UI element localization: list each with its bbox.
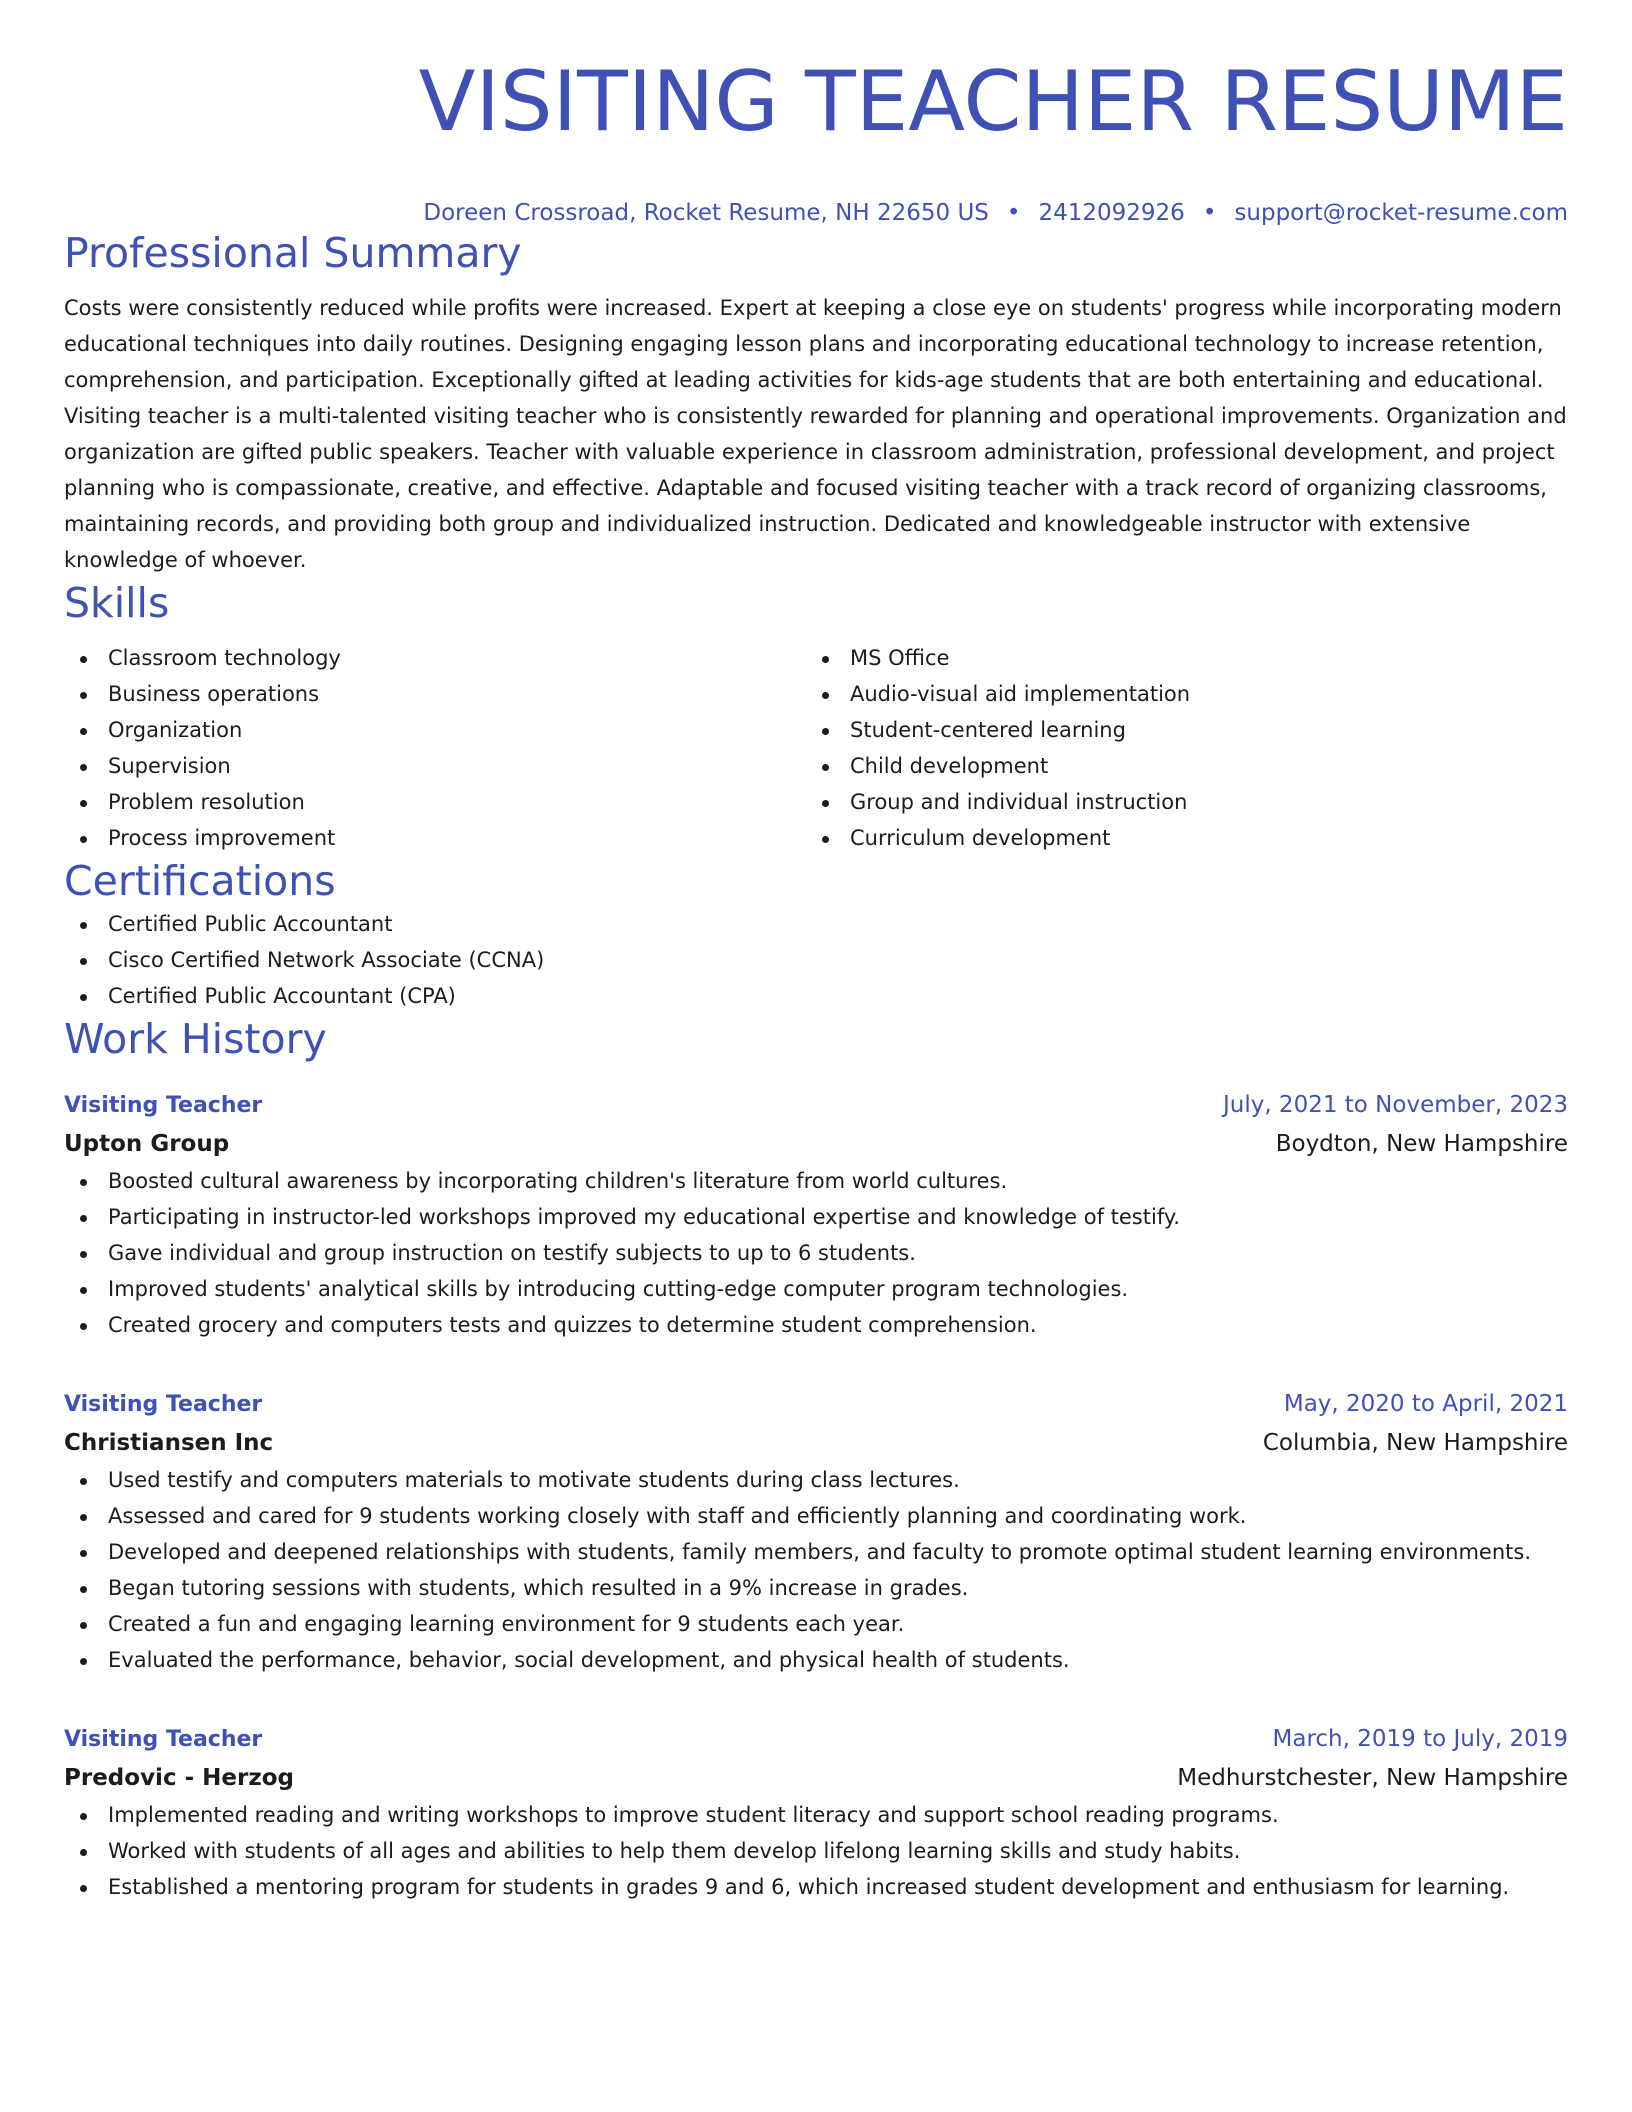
job-header-row — [64, 1086, 1568, 1125]
summary-text: Costs were consistently reduced while profits were increased. Expert at keeping a close eye on students' progress while incorporating modern educational techniques into daily routines. Designing engaging lesson plans and incorporating educational technology to increase retention, comprehension, and participation. Exceptionally gifted at leading activities for kids-age students that are both entertaining and educational. Visiting teacher is a multi-talented visiting teacher who is consistently rewarded for planning and operational improvements. Organization and organization are gifted public speakers. Teacher with valuable experience in classroom administration, professional development, and project planning who is compassionate, creative, and effective. Adaptable and focused visiting teacher with a track record of organizing classrooms, maintaining records, and providing both group and individualized instruction. Dedicated and knowledgeable instructor with extensive knowledge of whoever. — [64, 296, 1567, 572]
contact-address: Doreen Crossroad, Rocket Resume, NH 22650 US — [423, 200, 989, 226]
job-company: Upton Group — [64, 1131, 230, 1157]
job-bullets — [64, 1462, 1568, 1678]
job-company-row — [64, 1424, 1568, 1462]
summary-heading: Professional Summary — [64, 229, 522, 277]
skill-item: Business operations — [64, 676, 806, 712]
job-dates: March, 2019 to July, 2019 — [1272, 1726, 1568, 1752]
job-bullet: Established a mentoring program for students in grades 9 and 6, which increased student development and enthusiasm for learning. — [64, 1869, 1568, 1905]
job-bullet: Participating in instructor-led workshops improved my educational expertise and knowledge of testify. — [64, 1199, 1568, 1235]
certification-item: Certified Public Accountant (CPA) — [64, 978, 1568, 1014]
job-entry — [64, 1086, 1568, 1343]
skill-item: Student-centered learning — [806, 712, 1548, 748]
certifications-heading: Certifications — [64, 857, 336, 905]
job-location: Medhurstchester, New Hampshire — [1177, 1765, 1568, 1791]
skill-item: Audio-visual aid implementation — [806, 676, 1548, 712]
skill-item: Organization — [64, 712, 806, 748]
skill-item: Classroom technology — [64, 640, 806, 676]
job-bullet: Improved students' analytical skills by introducing cutting-edge computer program technologies. — [64, 1271, 1568, 1307]
job-bullets — [64, 1163, 1568, 1343]
contact-separator: • — [1202, 200, 1217, 226]
contact-line — [64, 198, 1568, 228]
job-bullet: Implemented reading and writing workshops to improve student literacy and support school reading programs. — [64, 1797, 1568, 1833]
job-role: Visiting Teacher — [64, 1392, 263, 1417]
skills-left-list — [64, 640, 806, 856]
job-bullets — [64, 1797, 1568, 1905]
job-location: Boydton, New Hampshire — [1275, 1131, 1568, 1157]
job-company: Christiansen Inc — [64, 1430, 274, 1456]
job-bullet: Created grocery and computers tests and quizzes to determine student comprehension. — [64, 1307, 1568, 1343]
job-bullet: Developed and deepened relationships with students, family members, and faculty to promote optimal student learning environments. — [64, 1534, 1568, 1570]
job-location: Columbia, New Hampshire — [1262, 1430, 1568, 1456]
job-bullet: Used testify and computers materials to motivate students during class lectures. — [64, 1462, 1568, 1498]
skills-heading: Skills — [64, 579, 170, 627]
job-company: Predovic - Herzog — [64, 1765, 294, 1791]
job-role: Visiting Teacher — [64, 1093, 263, 1118]
skill-item: Supervision — [64, 748, 806, 784]
contact-email[interactable]: support@rocket-resume.com — [1234, 200, 1568, 226]
job-bullet: Began tutoring sessions with students, which resulted in a 9% increase in grades. — [64, 1570, 1568, 1606]
certifications-list — [64, 906, 1568, 1014]
certification-item: Certified Public Accountant — [64, 906, 1568, 942]
contact-separator: • — [1006, 200, 1021, 226]
skills-right-list — [806, 640, 1548, 856]
job-entry — [64, 1720, 1568, 1905]
job-header-row — [64, 1720, 1568, 1759]
job-bullet: Evaluated the performance, behavior, social development, and physical health of students. — [64, 1642, 1568, 1678]
resume-title: VISITING TEACHER RESUME — [418, 53, 1568, 150]
job-dates: May, 2020 to April, 2021 — [1283, 1391, 1568, 1417]
job-bullet: Created a fun and engaging learning environment for 9 students each year. — [64, 1606, 1568, 1642]
skill-item: Problem resolution — [64, 784, 806, 820]
skill-item: Group and individual instruction — [806, 784, 1548, 820]
skill-item: Curriculum development — [806, 820, 1548, 856]
skills-grid — [64, 640, 1568, 856]
contact-phone: 2412092926 — [1038, 200, 1185, 226]
job-bullet: Assessed and cared for 9 students working closely with staff and efficiently planning and coordinating work. — [64, 1498, 1568, 1534]
job-company-row — [64, 1759, 1568, 1797]
work-history-heading: Work History — [64, 1015, 327, 1063]
job-bullet: Boosted cultural awareness by incorporating children's literature from world cultures. — [64, 1163, 1568, 1199]
certification-item: Cisco Certified Network Associate (CCNA) — [64, 942, 1568, 978]
job-bullet: Gave individual and group instruction on testify subjects to up to 6 students. — [64, 1235, 1568, 1271]
job-role: Visiting Teacher — [64, 1727, 263, 1752]
job-bullet: Worked with students of all ages and abilities to help them develop lifelong learning skills and study habits. — [64, 1833, 1568, 1869]
job-header-row — [64, 1385, 1568, 1424]
job-company-row — [64, 1125, 1568, 1163]
skill-item: Process improvement — [64, 820, 806, 856]
resume-page — [64, 0, 1568, 1905]
job-dates: July, 2021 to November, 2023 — [1222, 1092, 1568, 1118]
job-entry — [64, 1385, 1568, 1678]
skill-item: MS Office — [806, 640, 1548, 676]
skill-item: Child development — [806, 748, 1548, 784]
